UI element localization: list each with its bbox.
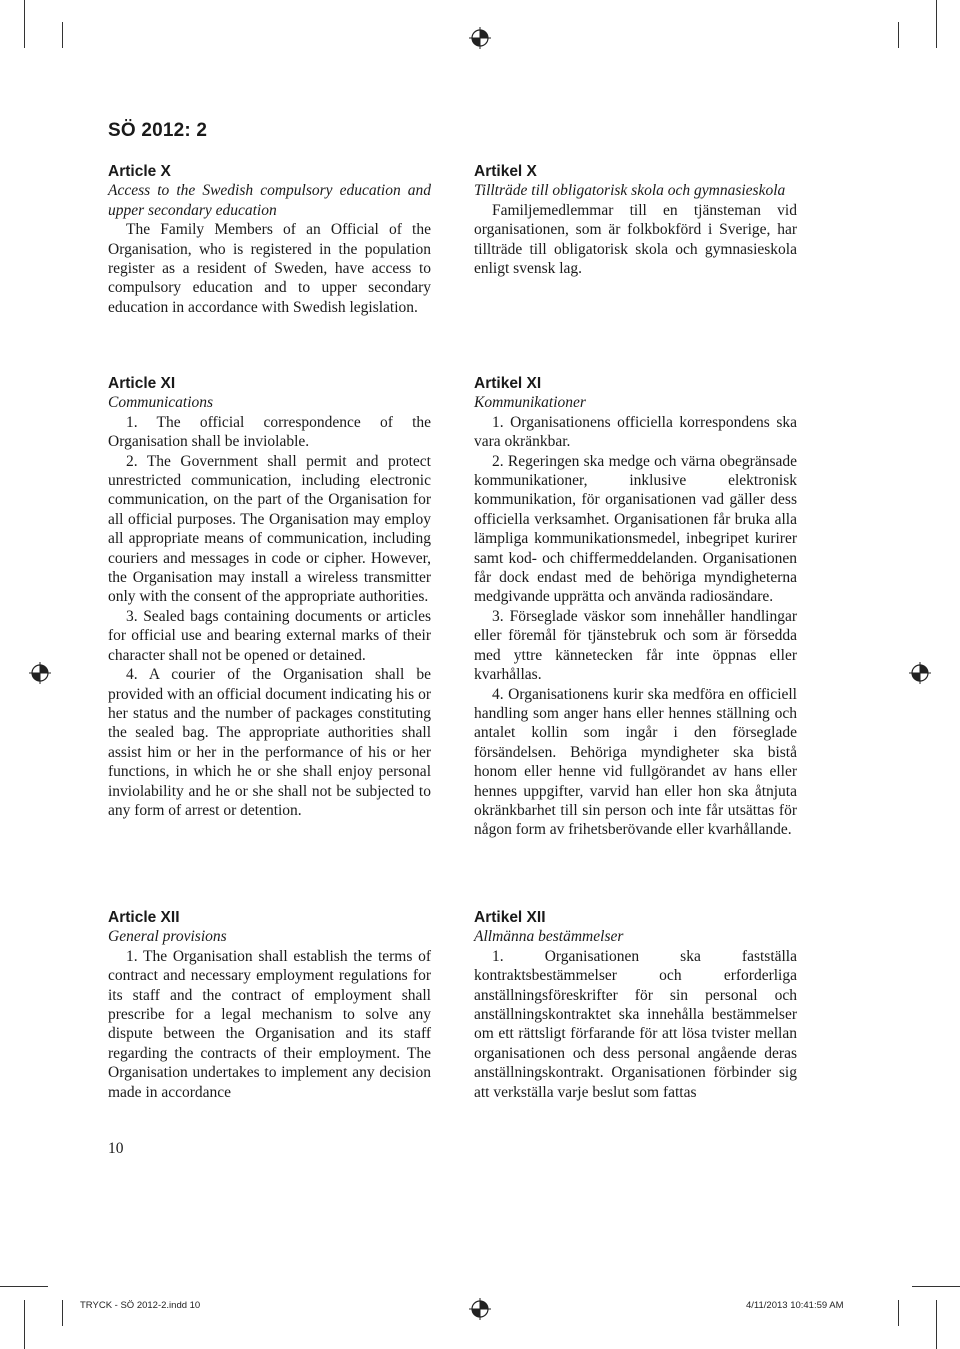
artikel-xii: [474, 908, 797, 1102]
slug-timestamp: 4/11/2013 10:41:59 AM: [746, 1300, 844, 1311]
article-xii: [108, 908, 431, 1102]
paragraph: 1. Organisationens officiella korrespondens ska vara okränkbar.: [474, 413, 797, 451]
paragraph: 1. The official correspondence of the Organisation shall be inviolable.: [108, 413, 431, 451]
article-heading: Article XII: [108, 909, 180, 926]
registration-mark-icon: [29, 662, 51, 684]
paragraph: 2. Regeringen ska medge och värna obegränsade kommunikationer, inklusive elektronisk kommunikation, för organisationen vad gäller dess officiella verksamhet. Organisationen får bruka alla lämpliga kommunikationsmedel, inbegripet kurirer samt kod- och chiffermeddelanden. Organisationen får dock endast med de behöriga myndigheterna medgivande upprätta och använda radiosändare.: [474, 452, 797, 606]
registration-mark-icon: [469, 27, 491, 49]
paragraph: 4. A courier of the Organisation shall be provided with an official document indicating his or her status and the number of packages constituting the sealed bag. The appropriate authorities shall assist him or her in the performance of his or her functions, in which he or she shall enjoy personal inviolability and he or she shall not be subjected to any form of arrest or detention.: [108, 666, 431, 819]
paragraph: 1. The Organisation shall establish the terms of contract and necessary employment regulations for its staff and the contract of employment shall prescribe for a legal mechanism to solve any dispute between the Organisation and its staff regarding the contracts of their employment. The Organisation undertakes to implement any decision made in accordance: [108, 947, 431, 1101]
crop-mark: [898, 22, 899, 48]
article-xi: [108, 374, 431, 820]
crop-mark: [62, 1300, 63, 1326]
article-heading: Artikel XI: [474, 375, 542, 392]
paragraph: Familjemedlemmar till en tjänsteman vid organisationen, som är folkbokförd i Sverige, har tillträde till obligatorisk skola och gymnasieskola enligt svensk lag.: [474, 201, 797, 278]
page-number: 10: [108, 1140, 124, 1157]
article-subtitle: Kommunikationer: [474, 394, 586, 412]
running-head: SÖ 2012: 2: [108, 120, 208, 141]
article-subtitle: Communications: [108, 394, 214, 412]
article-subtitle: General provisions: [108, 928, 227, 946]
article-subtitle: Access to the Swedish compulsory education and upper secondary education: [108, 182, 431, 219]
crop-mark: [24, 1300, 25, 1349]
article-heading: Article X: [108, 163, 171, 180]
paragraph: 2. The Government shall permit and protect unrestricted communication, including electronic communication, on the part of the Organisation for all official purposes. The Organisation may employ all appropriate means of communication, including couriers and messages in code or cipher. However, the Organisation may install a wireless transmitter only with the consent of the appropriate authorities.: [108, 452, 431, 606]
paragraph: The Family Members of an Official of the Organisation, who is registered in the population register as a resident of Sweden, have access to compulsory education and to upper secondary education in accordance with Swedish legislation.: [108, 221, 431, 316]
crop-mark: [936, 0, 937, 48]
article-heading: Artikel XII: [474, 909, 546, 926]
paragraph: 3. Förseglade väskor som innehåller handlingar eller föremål för tjänstebruk och som är försedda med yttre kännetecken får inte öppnas eller kvarhållas.: [474, 607, 797, 684]
registration-mark-icon: [469, 1298, 491, 1320]
crop-mark: [912, 1286, 960, 1287]
crop-mark: [0, 1286, 48, 1287]
crop-mark: [936, 1300, 937, 1349]
paragraph: 3. Sealed bags containing documents or articles for official use and bearing external marks of their character shall not be opened or detained.: [108, 607, 431, 664]
crop-mark: [24, 0, 25, 48]
article-heading: Article XI: [108, 375, 176, 392]
artikel-xi: [474, 374, 797, 840]
crop-mark: [898, 1300, 899, 1326]
paragraph: 4. Organisationens kurir ska medföra en officiell handling som anger hans eller hennes ställning och antalet kollin som ingår i den förseglade försändelsen. Behöriga myndigheter ska bistå honom eller henne vid fullgörandet av hans eller hennes uppgifter, varvid han eller hon ska åtnjuta okränkbarhet till sin person och inte får utsättas för någon form av frihetsberövande eller kvarhållande.: [474, 685, 797, 839]
article-x: [108, 162, 431, 317]
slug-file-name: TRYCK - SÖ 2012-2.indd 10: [80, 1300, 201, 1311]
article-heading: Artikel X: [474, 163, 537, 180]
article-subtitle: Allmänna bestämmelser: [474, 928, 624, 946]
artikel-x: [474, 162, 797, 278]
article-subtitle: Tillträde till obligatorisk skola och gymnasieskola: [474, 182, 786, 200]
registration-mark-icon: [909, 662, 931, 684]
crop-mark: [62, 22, 63, 48]
paragraph: 1. Organisationen ska fastställa kontraktsbestämmelser och erforderliga anställningsföreskrifter för sin personal och anställningskontraktet ska innehålla bestämmelser om ett rättsligt förfarande för att lösa tvister mellan organisationen och dess personal angående deras anställningskontrakt. Organisationen förbinder sig att verkställa varje beslut som fattas: [474, 947, 797, 1101]
